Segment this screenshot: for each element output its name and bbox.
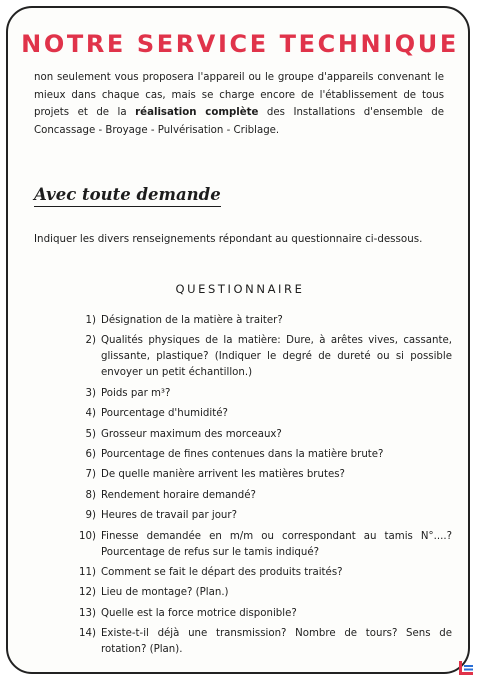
item-number: 6) <box>85 448 96 460</box>
item-number: 3) <box>85 387 96 399</box>
questionnaire-list <box>66 313 452 662</box>
item-number: 5) <box>85 428 96 440</box>
list-item <box>66 427 452 443</box>
item-number: 8) <box>85 489 96 501</box>
list-item <box>66 333 452 381</box>
item-text: Finesse demandée en m/m ou correspondant au tamis N°....? Pourcentage de refus sur le tamis indiqué? <box>101 530 452 558</box>
item-text: Quelle est la force motrice disponible? <box>101 607 297 619</box>
list-item <box>66 313 452 329</box>
item-text: Désignation de la matière à traiter? <box>101 315 283 326</box>
intro-paragraph <box>34 69 444 139</box>
list-item <box>66 467 452 483</box>
list-item <box>66 447 452 463</box>
list-item <box>66 565 452 581</box>
list-item <box>66 585 452 601</box>
item-text: Poids par m³? <box>101 387 171 399</box>
item-number: 7) <box>85 469 96 481</box>
item-text: Pourcentage d'humidité? <box>101 408 228 420</box>
item-number: 2) <box>85 335 96 347</box>
list-item <box>66 626 452 658</box>
item-number: 12) <box>79 587 96 599</box>
item-text: Comment se fait le départ des produits traités? <box>101 566 343 578</box>
list-item <box>66 406 452 422</box>
list-item <box>66 386 452 402</box>
intro-text-2: des Installations d'ensemble de Concassage - Broyage - Pulvérisation - Criblage. <box>34 107 444 136</box>
item-text: Heures de travail par jour? <box>101 510 237 522</box>
list-item <box>66 508 452 524</box>
item-number: 10) <box>79 530 96 542</box>
item-text: Pourcentage de fines contenues dans la matière brute? <box>101 448 384 460</box>
item-number: 13) <box>79 607 96 619</box>
item-number: 9) <box>85 510 96 522</box>
item-text: Existe-t-il déjà une transmission? Nombre de tours? Sens de rotation? (Plan). <box>101 628 452 656</box>
page-title: NOTRE SERVICE TECHNIQUE <box>21 30 459 58</box>
item-number: 4) <box>85 408 96 420</box>
item-text: Lieu de montage? (Plan.) <box>101 587 229 599</box>
instruction-text: Indiquer les divers renseignements répondant au questionnaire ci-dessous. <box>34 233 423 245</box>
list-item <box>66 488 452 504</box>
section-heading: Avec toute demande <box>34 185 221 207</box>
list-item <box>66 606 452 622</box>
item-number: 14) <box>79 628 96 640</box>
list-item <box>66 529 452 561</box>
item-number: 1) <box>85 315 96 326</box>
intro-bold-text: réalisation complète <box>135 107 259 118</box>
item-text: Grosseur maximum des morceaux? <box>101 428 282 440</box>
item-text: Qualités physiques de la matière: Dure, à arêtes vives, cassante, glissante, plastique? (Indiquer le degré de dureté ou si possible envoyer un petit échantillon.) <box>101 335 452 379</box>
questionnaire-title: QUESTIONNAIRE <box>175 282 305 296</box>
item-number: 11) <box>79 566 96 578</box>
item-text: Rendement horaire demandé? <box>101 489 256 501</box>
library-logo-icon <box>458 660 474 676</box>
item-text: De quelle manière arrivent les matières brutes? <box>101 469 345 481</box>
intro-text-1: non seulement vous proposera l'appareil ou le groupe d'appareils convenant le mieux dans chaque cas, mais se charge encore de l'établissement de tous projets et de la <box>34 72 444 118</box>
